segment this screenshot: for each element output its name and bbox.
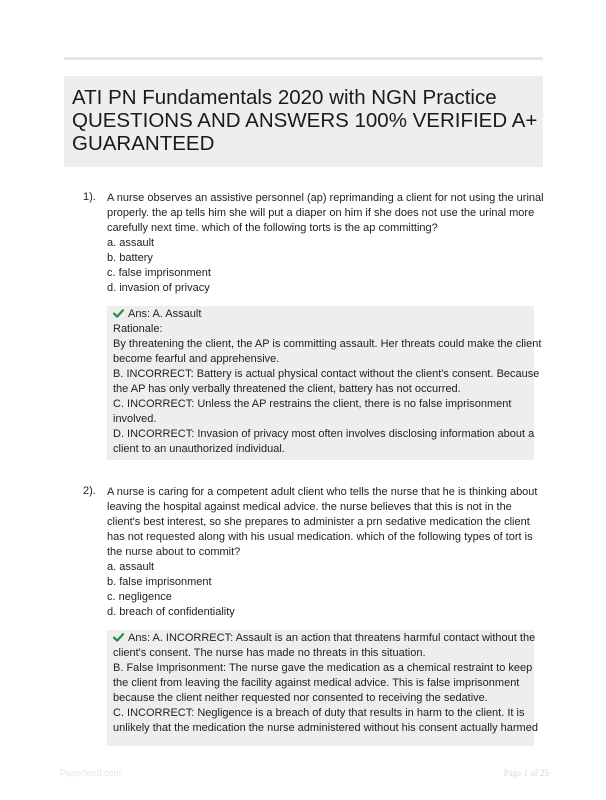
question-number: 1). [83,191,96,203]
question-line: the nurse about to commit? [107,546,241,558]
answer-box [107,306,542,460]
answer-text [113,307,542,457]
option-c: c. negligence [107,591,172,603]
question-text [107,485,537,620]
question-line: leaving the hospital against medical advice. the nurse believes that this is not in the [107,501,512,513]
title-banner [64,76,543,167]
question-line: A nurse is caring for a competent adult client who tells the nurse that he is thinking about [107,486,538,498]
question-number: 2). [83,485,96,497]
option-b: b. false imprisonment [107,576,212,588]
footer-watermark: Paperfeed.com [60,768,122,778]
answer-box [107,630,538,746]
answer-line: By threatening the client, the AP is committing assault. Her threats could make the client [113,338,542,350]
question-line: client's best interest, so she prepares to administer a prn sedative medication the client [107,516,530,528]
answer-line: D. INCORRECT: Invasion of privacy most often involves disclosing information about a [113,428,535,440]
option-d: d. breach of confidentiality [107,606,235,618]
answer-line: B. False Imprisonment: The nurse gave the medication as a chemical restraint to keep [113,662,533,674]
option-c: c. false imprisonment [107,267,211,279]
option-d: d. invasion of privacy [107,282,210,294]
question-line: has not requested along with his usual medication. which of the following types of tort is [107,531,533,543]
option-a: a. assault [107,237,155,249]
answer-line: the client from leaving the facility against medical advice. This is false imprisonment [113,677,520,689]
option-b: b. battery [107,252,153,264]
answer-line: because the client neither requested nor consented to receiving the sedative. [113,692,488,704]
question-text [107,191,544,296]
answer-line: B. INCORRECT: Battery is actual physical contact without the client's consent. Because [113,368,540,380]
answer-line: client to an unauthorized individual. [113,443,285,455]
question-line: properly. the ap tells him she will put a diaper on him if she does not use the urinal more [107,207,535,219]
question-line: A nurse observes an assistive personnel (ap) reprimanding a client for not using the urinal [107,192,544,204]
answer-line: the AP has only verbally threatened the client, battery has not occurred. [113,383,461,395]
option-a: a. assault [107,561,155,573]
answer-heading [113,631,536,646]
question-line: carefully next time. which of the following torts is the ap committing? [107,222,438,234]
top-divider [64,57,543,60]
document-title: ATI PN Fundamentals 2020 with NGN Practice QUESTIONS AND ANSWERS 100% VERIFIED A+ GUARANTEED [72,86,538,155]
answer-label: Ans: A. Assault [128,308,202,320]
answer-heading [113,307,533,322]
answer-line: C. INCORRECT: Unless the AP restrains the client, there is no false imprisonment [113,398,512,410]
check-icon [113,633,124,642]
answer-label: Ans: A. INCORRECT: Assault is an action that threatens harmful contact without the [128,632,536,644]
answer-line: unlikely that the medication the nurse administered without his consent actually harmed [113,722,538,734]
page-number: Page 1 of 25 [503,768,549,778]
answer-line: involved. [113,413,157,425]
answer-line: become fearful and apprehensive. [113,353,280,365]
answer-line: Rationale: [113,323,163,335]
answer-text [113,631,538,736]
answer-line: C. INCORRECT: Negligence is a breach of duty that results in harm to the client. It is [113,707,525,719]
check-icon [113,309,124,318]
answer-line: client's consent. The nurse has made no threats in this situation. [113,647,426,659]
